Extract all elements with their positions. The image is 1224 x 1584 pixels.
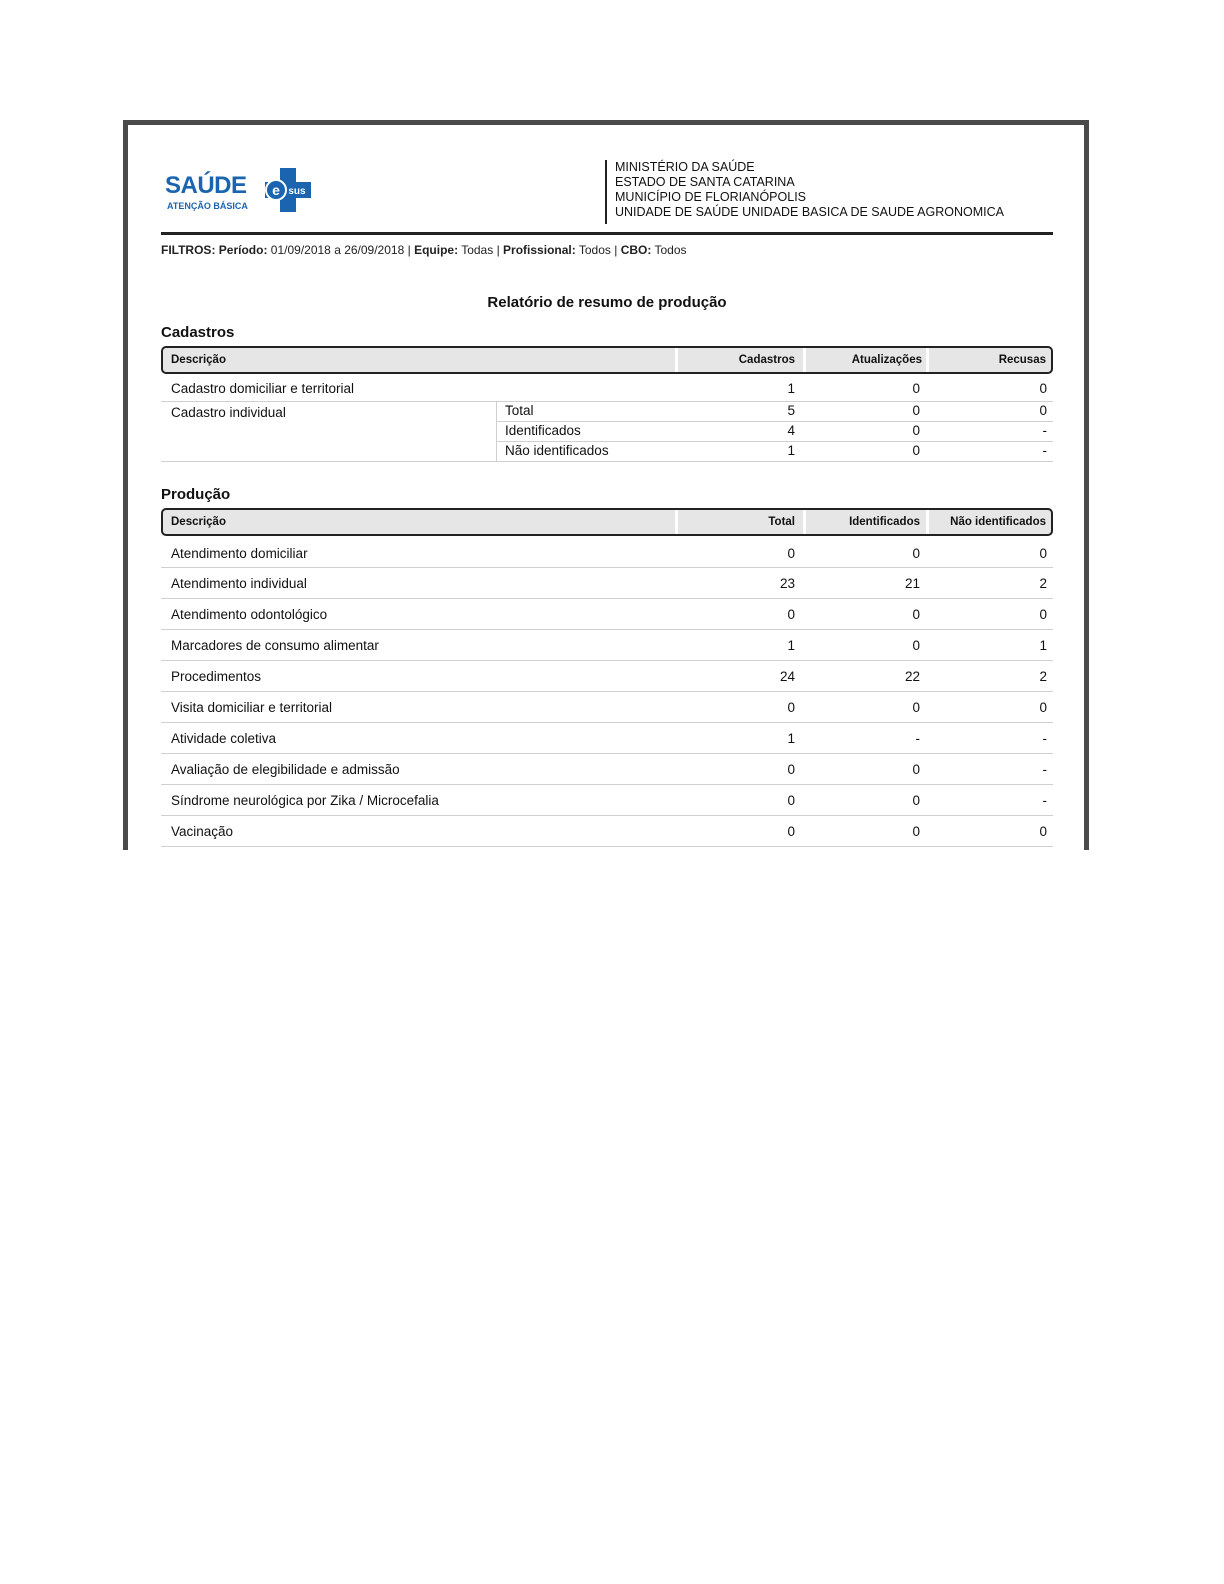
row-label: Cadastro individual	[171, 405, 286, 420]
cbo-label: CBO:	[620, 243, 652, 257]
period-label: Período:	[218, 243, 268, 257]
row-value: 0	[912, 607, 920, 622]
institution-line: MINISTÉRIO DA SAÚDE	[615, 160, 755, 174]
team-label: Equipe:	[414, 243, 459, 257]
row-value: -	[1042, 762, 1047, 777]
row-value: 0	[912, 700, 920, 715]
row-label: Avaliação de elegibilidade e admissão	[171, 762, 400, 777]
row-label: Atendimento individual	[171, 576, 307, 591]
report-content	[161, 160, 1053, 847]
row-value: 0	[1039, 546, 1047, 561]
row-label: Cadastro domiciliar e territorial	[171, 381, 355, 396]
sub-row-label: Não identificados	[505, 443, 609, 458]
row-value: -	[1042, 423, 1047, 438]
svg-text:e: e	[272, 182, 280, 198]
filter-separator: |	[407, 243, 411, 257]
sub-table	[496, 402, 1053, 461]
row-value: 0	[912, 403, 920, 418]
header-atualizacoes: Atualizações	[851, 354, 922, 366]
header-descricao: Descrição	[171, 516, 226, 528]
header-identificados: Identificados	[849, 516, 920, 528]
table-row	[161, 599, 1053, 630]
row-value: 1	[787, 443, 795, 458]
logo-title: SAÚDE	[165, 172, 247, 199]
row-value: 0	[787, 700, 795, 715]
table-row	[161, 754, 1053, 785]
table-row	[161, 785, 1053, 816]
sub-row-label: Identificados	[505, 423, 581, 438]
table-row	[161, 374, 1053, 402]
table-row	[161, 816, 1053, 847]
sub-row-label: Total	[505, 403, 534, 418]
row-label: Marcadores de consumo alimentar	[171, 638, 379, 653]
row-value: 0	[1039, 700, 1047, 715]
row-value: 0	[1039, 824, 1047, 839]
professional-label: Profissional:	[503, 243, 576, 257]
table-row	[161, 661, 1053, 692]
row-value: 21	[904, 576, 920, 591]
table-row	[161, 568, 1053, 599]
row-label: Procedimentos	[171, 669, 262, 684]
row-value: 0	[787, 762, 795, 777]
row-value: 0	[787, 824, 795, 839]
row-value: 0	[1039, 381, 1047, 396]
header-recusas: Recusas	[998, 354, 1046, 366]
table-row	[497, 422, 1053, 442]
table-row	[497, 442, 1053, 461]
cadastros-table-header	[161, 346, 1053, 374]
row-value: -	[1042, 731, 1047, 746]
row-value: -	[1042, 793, 1047, 808]
table-row	[161, 692, 1053, 723]
row-value: 2	[1039, 669, 1047, 684]
institution-line: ESTADO DE SANTA CATARINA	[615, 175, 795, 189]
saude-esus-logo	[165, 166, 315, 216]
filter-separator: |	[614, 243, 618, 257]
producao-table-header	[161, 508, 1053, 536]
row-label: Atendimento domiciliar	[171, 546, 308, 561]
row-value: 0	[912, 824, 920, 839]
table-row	[161, 538, 1053, 568]
row-label: Visita domiciliar e territorial	[171, 700, 333, 715]
institution-line: UNIDADE DE SAÚDE UNIDADE BASICA DE SAUDE AGRONOMICA	[615, 205, 1004, 219]
report-title: Relatório de resumo de produção	[487, 294, 727, 311]
row-value: 5	[787, 403, 795, 418]
logo-subtitle: ATENÇÃO BÁSICA	[167, 201, 248, 211]
institution-block	[605, 160, 1004, 224]
row-value: 2	[1039, 576, 1047, 591]
row-value: 0	[1039, 403, 1047, 418]
row-value: 1	[787, 731, 795, 746]
row-value: 0	[1039, 607, 1047, 622]
institution-line: MUNICÍPIO DE FLORIANÓPOLIS	[615, 190, 807, 204]
header-cadastros: Cadastros	[738, 354, 795, 366]
header-nao-identificados: Não identificados	[950, 516, 1046, 528]
row-label: Atividade coletiva	[171, 731, 277, 746]
row-value: 1	[787, 381, 795, 396]
producao-heading: Produção	[161, 486, 231, 503]
cadastros-heading: Cadastros	[161, 324, 235, 341]
row-value: 23	[779, 576, 795, 591]
header-descricao: Descrição	[171, 354, 226, 366]
logo-badge: sus	[288, 186, 306, 197]
row-value: 4	[787, 423, 795, 438]
header-total: Total	[768, 516, 795, 528]
row-value: 0	[912, 793, 920, 808]
esus-cross-icon	[263, 166, 313, 214]
row-value: 0	[787, 546, 795, 561]
table-row	[497, 402, 1053, 422]
row-value: -	[915, 731, 920, 746]
filter-separator: |	[496, 243, 500, 257]
row-value: 22	[904, 669, 920, 684]
period-value: 01/09/2018 a 26/09/2018	[270, 243, 405, 257]
table-row	[161, 723, 1053, 754]
row-value: 0	[912, 381, 920, 396]
row-label: Vacinação	[171, 824, 234, 839]
row-value: 0	[912, 423, 920, 438]
row-value: 0	[787, 793, 795, 808]
row-value: 1	[787, 638, 795, 653]
row-value: 1	[1039, 638, 1047, 653]
table-row	[161, 630, 1053, 661]
row-label: Síndrome neurológica por Zika / Microcefalia	[171, 793, 439, 808]
row-value: 0	[912, 546, 920, 561]
table-row-group	[161, 402, 1053, 462]
row-value: 0	[787, 607, 795, 622]
row-value: 24	[779, 669, 795, 684]
report-page-frame	[123, 120, 1089, 850]
professional-value: Todos	[578, 243, 611, 257]
row-value: 0	[912, 443, 920, 458]
row-value: -	[1042, 443, 1047, 458]
report-header	[161, 160, 1053, 235]
cbo-value: Todos	[654, 243, 687, 257]
filters-label: FILTROS:	[161, 243, 216, 257]
producao-table-body	[161, 538, 1053, 847]
row-value: 0	[912, 762, 920, 777]
filters-line	[161, 243, 1053, 257]
team-value: Todas	[461, 243, 494, 257]
row-label: Atendimento odontológico	[171, 607, 328, 622]
row-value: 0	[912, 638, 920, 653]
